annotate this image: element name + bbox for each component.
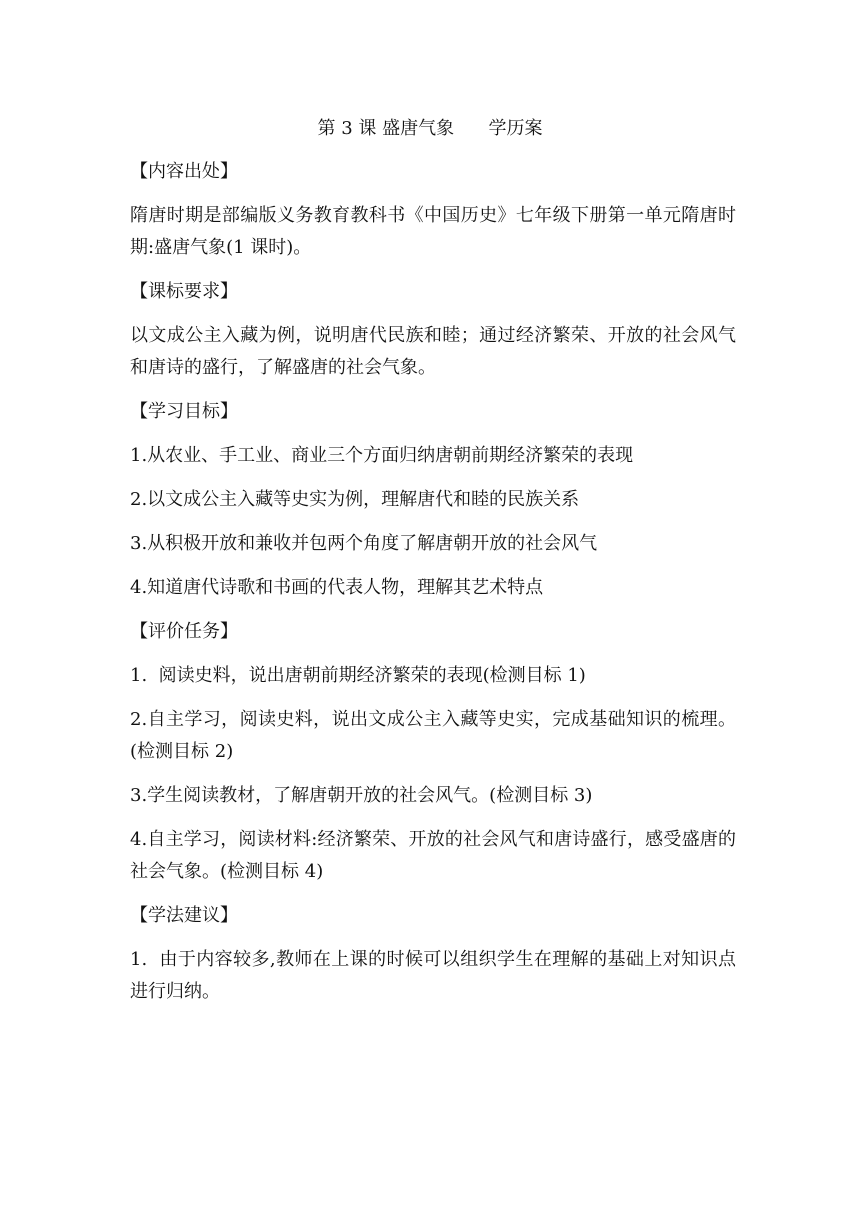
task-item-2: 2.自主学习，阅读史料，说出文成公主入藏等史实，完成基础知识的梳理。(检测目标 2) [130, 709, 736, 762]
advice-paragraph: 1. 由于内容较多,教师在上课的时候可以组织学生在理解的基础上对知识点进行归纳。 [130, 949, 736, 1002]
section-heading-tasks: 【评价任务】 [130, 621, 238, 642]
goal-item-1: 1.从农业、手工业、商业三个方面归纳唐朝前期经济繁荣的表现 [130, 445, 634, 466]
document-body [130, 156, 736, 1020]
section-heading-goals: 【学习目标】 [130, 401, 238, 422]
task-item-3: 3.学生阅读教材，了解唐朝开放的社会风气。(检测目标 3) [130, 785, 593, 806]
document-title: 第 3 课 盛唐气象 学历案 [317, 118, 543, 139]
section-heading-source: 【内容出处】 [130, 161, 238, 182]
goal-item-2: 2.以文成公主入藏等史实为例，理解唐代和睦的民族关系 [130, 489, 580, 510]
goal-item-3: 3.从积极开放和兼收并包两个角度了解唐朝开放的社会风气 [130, 533, 598, 554]
section-heading-standard: 【课标要求】 [130, 281, 238, 302]
goal-item-4: 4.知道唐代诗歌和书画的代表人物，理解其艺术特点 [130, 577, 544, 598]
standard-paragraph: 以文成公主入藏为例，说明唐代民族和睦；通过经济繁荣、开放的社会风气和唐诗的盛行，了解盛唐的社会气象。 [130, 325, 736, 378]
task-item-1: 1. 阅读史料，说出唐朝前期经济繁荣的表现(检测目标 1) [130, 665, 586, 686]
task-item-4: 4.自主学习，阅读材料:经济繁荣、开放的社会风气和唐诗盛行，感受盛唐的社会气象。(检测目标 4) [130, 829, 736, 882]
source-paragraph: 隋唐时期是部编版义务教育教科书《中国历史》七年级下册第一单元隋唐时期:盛唐气象(1 课时)。 [130, 205, 736, 258]
section-heading-advice: 【学法建议】 [130, 905, 238, 926]
